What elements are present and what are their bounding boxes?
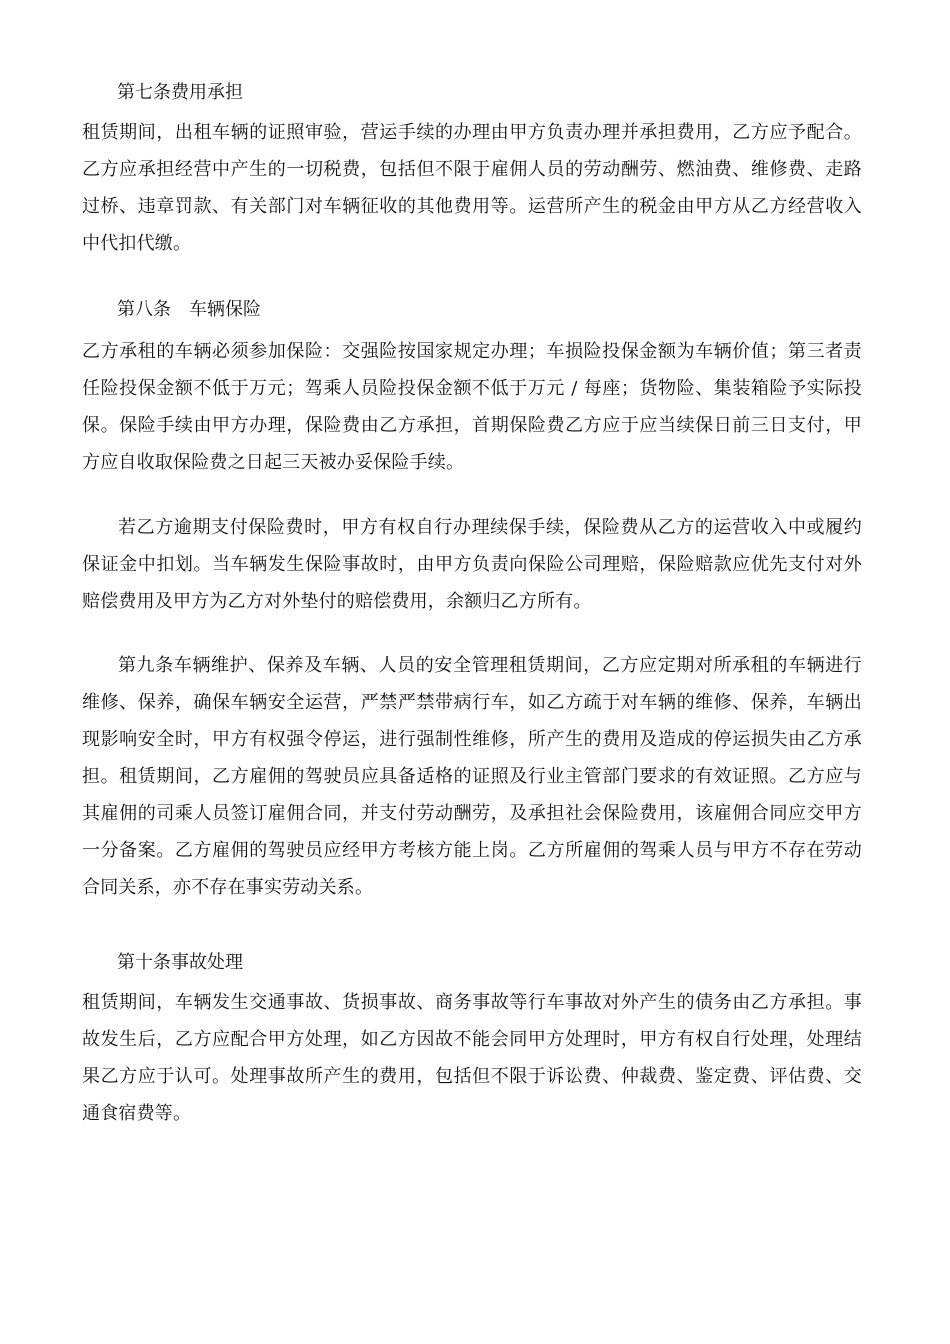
section-heading-article-10: 第十条事故处理 (117, 952, 243, 973)
paragraph-article-8-overdue-premium: 若乙方逾期支付保险费时，甲方有权自行办理续保手续，保险费从乙方的运营收入中或履约保证金中扣划。当车辆发生保险事故时，由甲方负责向保险公司理赔，保险赔款应优先支付对外赔偿费用及甲方为乙方对外垫付的赔偿费用，余额归乙方所有。 (82, 517, 862, 612)
paragraph-article-10-accidents: 租赁期间，车辆发生交通事故、货损事故、商务事故等行车事故对外产生的债务由乙方承担。事故发生后，乙方应配合甲方处理，如乙方因故不能会同甲方处理时，甲方有权自行处理，处理结果乙方应于认可。处理事故所产生的费用，包括但不限于诉讼费、仲裁费、鉴定费、评估费、交通食宿费等。 (82, 992, 862, 1124)
section-heading-article-7: 第七条费用承担 (117, 82, 243, 103)
paragraph-article-9-maintenance-safety: 第九条车辆维护、保养及车辆、人员的安全管理租赁期间，乙方应定期对所承租的车辆进行维修、保养，确保车辆安全运营，严禁严禁带病行车，如乙方疏于对车辆的维修、保养，车辆出现影响安全时，甲方有权强令停运，进行强制性维修，所产生的费用及造成的停运损失由乙方承担。租赁期间，乙方雇佣的驾驶员应具备适格的证照及行业主管部门要求的有效证照。乙方应与其雇佣的司乘人员签订雇佣合同，并支付劳动酬劳，及承担社会保险费用，该雇佣合同应交甲方一分备案。乙方雇佣的驾驶员应经甲方考核方能上岗。乙方所雇佣的驾乘人员与甲方不存在劳动合同关系，亦不存在事实劳动关系。 (82, 655, 862, 898)
paragraph-article-7-costs: 租赁期间，出租车辆的证照审验，营运手续的办理由甲方负责办理并承担费用，乙方应予配合。乙方应承担经营中产生的一切税费，包括但不限于雇佣人员的劳动酬劳、燃油费、维修费、走路过桥、违章罚款、有关部门对车辆征收的其他费用等。运营所产生的税金由甲方从乙方经营收入中代扣代缴。 (82, 122, 862, 254)
section-heading-article-8: 第八条 车辆保险 (117, 299, 261, 320)
paragraph-article-8-insurance: 乙方承租的车辆必须参加保险：交强险按国家规定办理；车损险投保金额为车辆价值；第三者责任险投保金额不低于万元；驾乘人员险投保金额不低于万元 / 每座；货物险、集装箱险予实际投保。保险手续由甲方办理，保险费由乙方承担，首期保险费乙方应于应当续保日前三日支付，甲方应自收取保险费之日起三天被办妥保险手续。 (82, 341, 862, 473)
